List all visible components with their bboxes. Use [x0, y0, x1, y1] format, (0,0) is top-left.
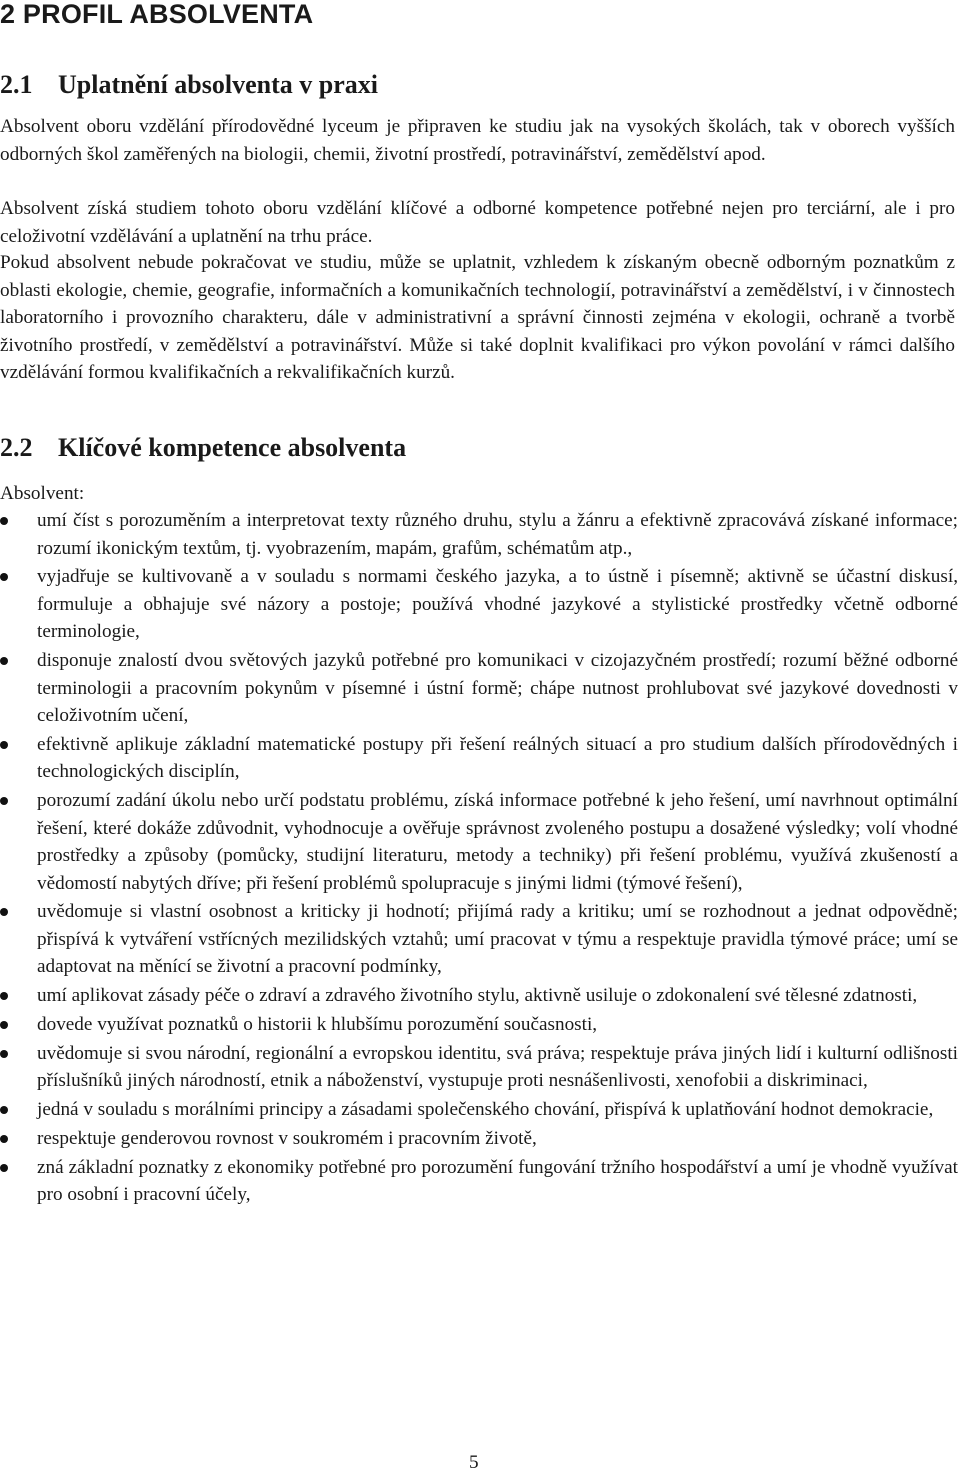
section-number: 2.1: [0, 70, 33, 99]
competence-list: [0, 507, 958, 1210]
section-number: 2.2: [0, 433, 33, 462]
bullet-icon: [0, 1050, 8, 1058]
bullet-icon: [0, 992, 8, 1000]
bullet-icon: [0, 741, 8, 749]
section-heading-kompetence: [0, 431, 406, 465]
paragraph: Absolvent oboru vzdělání přírodovědné lyceum je připraven ke studiu jak na vysokých školách, tak v oborech vyšších odborných škol zaměřených na biologii, chemii, životní prostředí, potravinářství, zemědělství apod.: [0, 116, 955, 165]
section-title: Klíčové kompetence absolventa: [58, 433, 407, 462]
bullet-icon: [0, 657, 8, 665]
list-item-text: jedná v souladu s morálními principy a zásadami společenského chování, přispívá k uplatňování hodnot demokracie,: [37, 1099, 934, 1121]
list-item: [0, 507, 958, 562]
bullet-icon: [0, 573, 8, 581]
page-number: 5: [469, 1452, 479, 1473]
list-item-text: zná základní poznatky z ekonomiky potřebné pro porozumění fungování tržního hospodářství a umí je vhodně využívat pro osobní i pracovní účely,: [37, 1156, 958, 1206]
list-item: [0, 1011, 958, 1039]
list-item-text: vyjadřuje se kultivovaně a v souladu s normami českého jazyka, a to ústně i písemně; aktivně se účastní diskusí, formuluje a obhajuje své názory a postoje; používá vhodné jazykové a stylistické prostředky včetně odborné terminologie,: [37, 566, 958, 643]
list-item: [0, 731, 958, 786]
list-item: [0, 563, 958, 646]
list-item-text: umí číst s porozuměním a interpretovat texty různého druhu, stylu a žánru a efektivně zpracovává získané informace; rozumí ikonickým textům, tj. vyobrazením, mapám, grafům, schématům atp.,: [37, 510, 958, 559]
bullet-icon: [0, 517, 8, 525]
list-item-text: efektivně aplikuje základní matematické postupy při řešení reálných situací a pro studium dalších přírodovědných i technologických disciplín,: [37, 733, 958, 783]
paragraph: Absolvent získá studiem tohoto oboru vzdělání klíčové a odborné kompetence potřebné nejen pro terciární, ale i pro celoživotní vzdělávání a uplatnění na trhu práce.: [0, 198, 955, 247]
list-item-text: uvědomuje si vlastní osobnost a kriticky ji hodnotí; přijímá rady a kritiku; umí se rozhodnout a jednat odpovědně; přispívá k vytváření vstřícných mezilidských vztahů; umí pracovat v týmu a respektuje pravidla týmové práce; umí se adaptovat na měnící se životní a pracovní podmínky,: [37, 901, 958, 978]
list-item: [0, 898, 958, 981]
list-item-text: dovede využívat poznatků o historii k hlubšímu porozumění současnosti,: [37, 1014, 598, 1036]
list-item: [0, 1154, 958, 1209]
list-item: [0, 1096, 958, 1124]
list-item-text: respektuje genderovou rovnost v soukromém i pracovním životě,: [37, 1127, 537, 1149]
paragraph: Pokud absolvent nebude pokračovat ve studiu, může se uplatnit, vzhledem k získaným obecně odborným poznatkům z oblasti ekologie, chemie, geografie, informačních a komunikačních technologií, potravinářství a zemědělství, i v činnostech laboratorního i provozního charakteru, dále v administrativní a správní činnosti zejména v ekologii, ochraně a tvorbě životního prostředí, v zemědělství a potravinářství. Může si také doplnit kvalifikaci pro výkon povolání v rámci dalšího vzdělávání formou kvalifikačních a rekvalifikačních kurzů.: [0, 252, 955, 383]
bullet-icon: [0, 1106, 8, 1114]
bullet-icon: [0, 1021, 8, 1029]
list-item: [0, 1125, 958, 1153]
list-item-text: porozumí zadání úkolu nebo určí podstatu problému, získá informace potřebné k jeho řešení, umí navrhnout optimální řešení, které dokáže zdůvodnit, vyhodnocuje a ověřuje správnost zvoleného postupu a dosažené výsledky; volí vhodné prostředky a způsoby (pomůcky, studijní literaturu, metody a techniky) při řešení problému, využívá zkušeností a vědomostí nabytých dříve; při řešení problémů spolupracuje s jinými lidmi (týmové řešení),: [37, 790, 958, 894]
list-item: [0, 1040, 958, 1095]
list-item-text: umí aplikovat zásady péče o zdraví a zdravého životního stylu, aktivně usiluje o zdokonalení své tělesné zdatnosti,: [37, 985, 918, 1007]
section-heading-uplatneni: [0, 68, 378, 102]
bullet-icon: [0, 908, 8, 916]
bullet-icon: [0, 1135, 8, 1143]
list-item: [0, 647, 958, 730]
list-item-text: uvědomuje si svou národní, regionální a evropskou identitu, svá práva; respektuje práva jiných lidí i kulturní odlišnosti příslušníků jiných národností, etnik a náboženství, vystupuje proti nesnášenlivosti, xenofobii a diskriminaci,: [37, 1042, 958, 1092]
chapter-title: 2 PROFIL ABSOLVENTA: [0, 0, 314, 29]
bullet-icon: [0, 797, 8, 805]
bullet-icon: [0, 1164, 8, 1172]
list-item-text: disponuje znalostí dvou světových jazyků potřebné pro komunikaci v cizojazyčném prostředí; rozumí běžné odborné terminologii a pracovním pokynům v písemné i ústní formě; chápe nutnost prohlubovat své jazykové dovednosti v celoživotním učení,: [37, 650, 958, 727]
bullet-list-intro: Absolvent:: [0, 483, 85, 504]
section-title: Uplatnění absolventa v praxi: [58, 70, 378, 99]
list-item: [0, 787, 958, 897]
list-item: [0, 982, 958, 1010]
